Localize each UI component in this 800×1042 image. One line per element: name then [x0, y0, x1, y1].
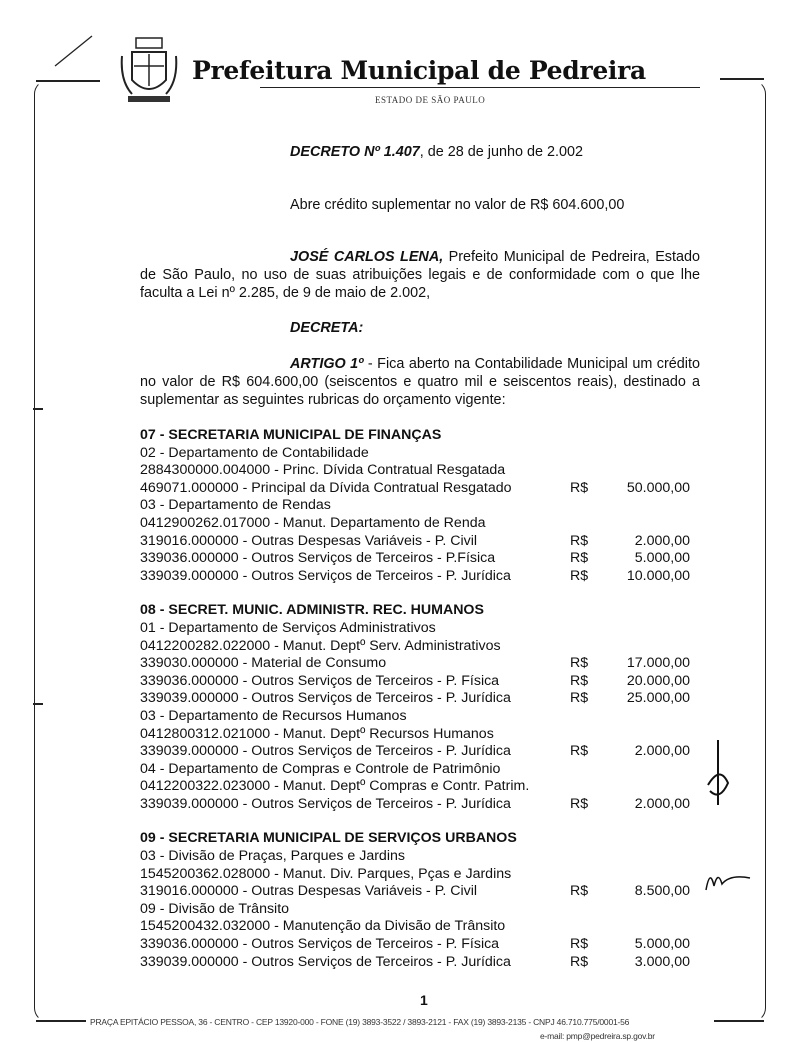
row-amount: 2.000,00: [634, 532, 690, 549]
decree-summary: Abre crédito suplementar no valor de R$ 604.600,00: [290, 197, 625, 213]
section-gap: [140, 585, 700, 602]
row-description: 04 - Departamento de Compras e Controle de Patrimônio: [140, 760, 501, 777]
budget-row: [140, 533, 700, 551]
article-1: [140, 355, 700, 409]
header-state: ESTADO DE SÃO PAULO: [375, 95, 486, 105]
row-description: 02 - Departamento de Contabilidade: [140, 444, 369, 461]
budget-row: [140, 726, 700, 744]
row-description: 09 - Divisão de Trânsito: [140, 900, 290, 917]
budget-row: [140, 497, 700, 515]
pen-mark: [50, 30, 100, 70]
footer-address: PRAÇA EPITÁCIO PESSOA, 36 - CENTRO - CEP 13920-000 - FONE (19) 3893-3522 / 3893-2121 - FAX (19) 3893-2135 - CNPJ 46.710.775/0001-56: [90, 1017, 630, 1027]
budget-list: [140, 427, 700, 971]
row-description: 339036.000000 - Outros Serviços de Terceiros - P.Física: [140, 550, 496, 567]
row-description: 1545200432.032000 - Manutenção da Divisão de Trânsito: [140, 918, 506, 935]
decree-date: , de 28 de junho de 2.002: [419, 144, 584, 160]
row-description: 03 - Departamento de Recursos Humanos: [140, 707, 407, 724]
budget-row: [140, 954, 700, 972]
row-description: 339030.000000 - Material de Consumo: [140, 655, 387, 672]
budget-row: [140, 761, 700, 779]
budget-row: [140, 620, 700, 638]
budget-row: [140, 462, 700, 480]
header-title: Prefeitura Municipal de Pedreira: [192, 56, 646, 85]
section-title: 07 - SECRETARIA MUNICIPAL DE FINANÇAS: [140, 427, 442, 443]
decreta-text: DECRETA:: [290, 320, 364, 336]
page-number: 1: [420, 992, 428, 1008]
budget-row: [140, 655, 700, 673]
row-currency: R$: [570, 936, 589, 953]
row-amount: 25.000,00: [626, 690, 690, 707]
coat-of-arms-logo: [118, 36, 180, 106]
budget-row: [140, 568, 700, 586]
budget-row: [140, 743, 700, 761]
budget-row: [140, 901, 700, 919]
row-currency: R$: [570, 532, 589, 549]
row-description: 339039.000000 - Outros Serviços de Terceiros - P. Jurídica: [140, 690, 511, 707]
header-rule: [260, 87, 700, 88]
row-description: 0412200282.022000 - Manut. Deptº Serv. Administrativos: [140, 637, 501, 654]
budget-row: [140, 848, 700, 866]
row-currency: R$: [570, 690, 589, 707]
preamble: [140, 248, 700, 302]
decree-heading: [290, 143, 690, 161]
scan-mark: [33, 408, 43, 410]
budget-row: [140, 796, 700, 814]
row-description: 0412800312.021000 - Manut. Deptº Recursos Humanos: [140, 725, 494, 742]
row-description: 339039.000000 - Outros Serviços de Terceiros - P. Jurídica: [140, 795, 511, 812]
budget-row: [140, 638, 700, 656]
row-description: 03 - Departamento de Rendas: [140, 497, 331, 514]
row-description: 319016.000000 - Outras Despesas Variáveis - P. Civil: [140, 532, 477, 549]
row-description: 319016.000000 - Outras Despesas Variáveis - P. Civil: [140, 883, 477, 900]
row-amount: 50.000,00: [626, 479, 690, 496]
budget-row: [140, 515, 700, 533]
budget-row: [140, 673, 700, 691]
row-amount: 5.000,00: [634, 550, 690, 567]
divider: [720, 78, 764, 80]
row-currency: R$: [570, 567, 589, 584]
budget-row: [140, 550, 700, 568]
budget-row: [140, 445, 700, 463]
row-amount: 20.000,00: [626, 672, 690, 689]
row-currency: R$: [570, 672, 589, 689]
row-description: 01 - Departamento de Serviços Administrativos: [140, 619, 436, 636]
row-currency: R$: [570, 550, 589, 567]
budget-row: [140, 883, 700, 901]
row-description: 0412200322.023000 - Manut. Deptº Compras e Contr. Patrim.: [140, 778, 530, 795]
section-title: 09 - SECRETARIA MUNICIPAL DE SERVIÇOS URBANOS: [140, 830, 517, 847]
decreta-label: [290, 319, 590, 337]
row-description: 2884300000.004000 - Princ. Dívida Contratual Resgatada: [140, 462, 506, 479]
row-currency: R$: [570, 883, 589, 900]
divider: [714, 1020, 764, 1022]
row-currency: R$: [570, 795, 589, 812]
budget-row: [140, 690, 700, 708]
row-amount: 2.000,00: [634, 743, 690, 760]
decree-title: DECRETO Nº 1.407: [290, 144, 420, 160]
row-amount: 3.000,00: [634, 953, 690, 970]
row-amount: 8.500,00: [634, 883, 690, 900]
budget-row: [140, 480, 700, 498]
preamble-text: Prefeito Municipal de Pedreira, Estado de São Paulo, no uso de suas atribuições legais e de conformidade com o que lhe faculta a Lei nº 2.285, de 9 de maio de 2.002,: [140, 249, 701, 301]
row-currency: R$: [570, 479, 589, 496]
budget-row: [140, 918, 700, 936]
article-text: - Fica aberto na Contabilidade Municipal um crédito no valor de R$ 604.600,00 (seiscentos e quatro mil e seiscentos reais), destinado a suplementar as seguintes rubricas do orçamento vigente:: [140, 356, 700, 408]
scan-mark: [33, 703, 43, 705]
row-currency: R$: [570, 953, 589, 970]
row-description: 339039.000000 - Outros Serviços de Terceiros - P. Jurídica: [140, 953, 511, 970]
section-title: 08 - SECRET. MUNIC. ADMINISTR. REC. HUMANOS: [140, 602, 484, 619]
row-description: 469071.000000 - Principal da Dívida Contratual Resgatado: [140, 479, 512, 496]
row-description: 1545200362.028000 - Manut. Div. Parques, Pças e Jardins: [140, 865, 512, 882]
row-description: 339039.000000 - Outros Serviços de Terceiros - P. Jurídica: [140, 743, 511, 760]
budget-row: [140, 866, 700, 884]
budget-row: [140, 936, 700, 954]
divider: [36, 1020, 86, 1022]
budget-row: [140, 708, 700, 726]
signature-initials: [700, 735, 740, 815]
row-description: 0412900262.017000 - Manut. Departamento de Renda: [140, 514, 486, 531]
row-description: 339036.000000 - Outros Serviços de Terceiros - P. Física: [140, 672, 500, 689]
row-currency: R$: [570, 743, 589, 760]
article-label: ARTIGO 1º: [290, 356, 364, 372]
divider: [36, 80, 100, 82]
footer-email: e-mail: pmp@pedreira.sp.gov.br: [540, 1031, 655, 1041]
row-amount: 17.000,00: [626, 655, 690, 672]
row-description: 03 - Divisão de Praças, Parques e Jardins: [140, 848, 405, 865]
row-description: 339039.000000 - Outros Serviços de Terceiros - P. Jurídica: [140, 567, 511, 584]
section-gap: [140, 813, 700, 830]
budget-row: [140, 778, 700, 796]
row-amount: 2.000,00: [634, 795, 690, 812]
row-amount: 10.000,00: [626, 567, 690, 584]
row-description: 339036.000000 - Outros Serviços de Terceiros - P. Física: [140, 936, 500, 953]
signature-initials: [700, 860, 755, 900]
row-amount: 5.000,00: [634, 936, 690, 953]
mayor-name: JOSÉ CARLOS LENA,: [290, 249, 444, 265]
row-currency: R$: [570, 655, 589, 672]
